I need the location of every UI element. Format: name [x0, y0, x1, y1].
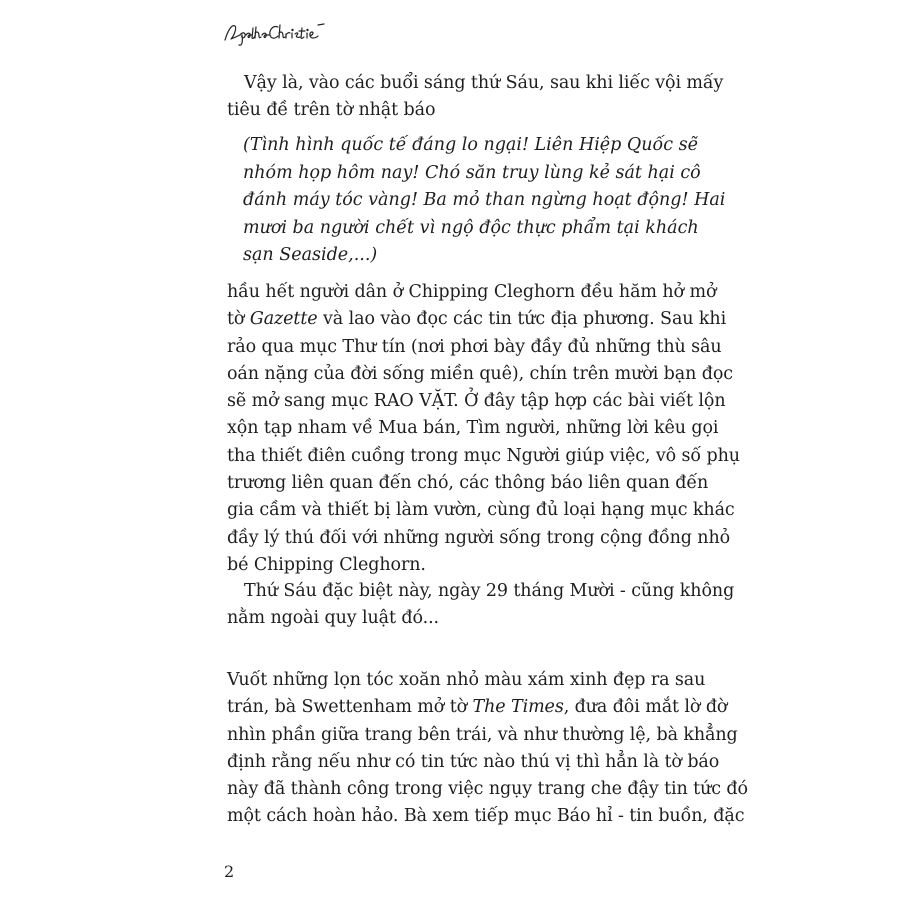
agatha-christie-signature-logo: [222, 18, 342, 48]
text-line: này đã thành công trong việc ngụy trang che đậy tin tức đó: [227, 779, 748, 800]
text-line: Thứ Sáu đặc biệt này, ngày 29 tháng Mười - cũng không: [244, 581, 735, 601]
page-number: 2: [224, 862, 235, 881]
opening-paragraph: [227, 70, 724, 125]
quote-line: đánh máy tóc vàng! Ba mỏ than ngừng hoạt động! Hai: [243, 190, 726, 210]
text-line: [227, 694, 728, 721]
quote-line: (Tình hình quốc tế đáng lo ngại! Liên Hiệp Quốc sẽ: [243, 135, 698, 155]
text-line: oán nặng của đời sống miền quê), chín trên mười bạn đọc: [227, 363, 733, 384]
text-fragment: và lao vào đọc các tin tức địa phương. Sau khi: [317, 309, 727, 330]
text-line: đầy lý thú đối với những người sống trong cộng đồng nhỏ: [227, 527, 731, 548]
text-line: sẽ mở sang mục RAO VẶT. Ở đây tập hợp các bài viết lộn: [227, 391, 726, 412]
text-fragment: tờ: [227, 309, 250, 330]
text-line: rảo qua mục Thư tín (nơi phơi bày đầy đủ những thù sâu: [227, 336, 722, 357]
text-line: nhìn phần giữa trang bên trái, và như thường lệ, bà khẳng: [227, 724, 738, 745]
text-line: hầu hết người dân ở Chipping Cleghorn đều hăm hở mở: [227, 282, 717, 302]
text-line: tha thiết điên cuồng trong mục Người giúp việc, vô số phụ: [227, 445, 740, 466]
text-line: bé Chipping Cleghorn.: [227, 554, 426, 575]
newspaper-title-gazette: Gazette: [249, 309, 318, 330]
text-line: trương liên quan đến chó, các thông báo liên quan đến: [227, 473, 709, 494]
quote-line: mươi ba người chết vì ngộ độc thực phẩm tại khách: [243, 217, 699, 238]
gazette-paragraph: [227, 279, 740, 579]
newspaper-headlines-quote: [243, 132, 726, 270]
quote-line: nhóm họp hôm nay! Chó săn truy lùng kẻ sát hại cô: [243, 162, 701, 183]
text-line: nằm ngoài quy luật đó...: [227, 608, 440, 629]
quote-line: sạn Seaside,...): [243, 245, 378, 265]
newspaper-title-the-times: The Times: [472, 697, 564, 718]
text-fragment: trán, bà Swettenham mở tờ: [227, 697, 473, 718]
text-line: tiêu đề trên tờ nhật báo: [227, 100, 436, 121]
text-line: xộn tạp nham về Mua bán, Tìm người, những lời kêu gọi: [227, 418, 719, 439]
text-line: một cách hoàn hảo. Bà xem tiếp mục Báo hỉ - tin buồn, đặc: [227, 806, 745, 827]
text-line: [227, 306, 727, 333]
text-line: Vậy là, vào các buổi sáng thứ Sáu, sau khi liếc vội mấy: [244, 73, 724, 93]
text-line: định rằng nếu như có tin tức nào thú vị thì hẳn là tờ báo: [227, 751, 720, 772]
text-fragment: , đưa đôi mắt lờ đờ: [563, 697, 728, 718]
swettenham-paragraph: [227, 667, 748, 831]
text-line: Vuốt những lọn tóc xoăn nhỏ màu xám xinh đẹp ra sau: [227, 670, 706, 690]
text-line: gia cầm và thiết bị làm vườn, cùng đủ loại hạng mục khác: [227, 500, 735, 521]
friday-paragraph: [227, 578, 735, 633]
